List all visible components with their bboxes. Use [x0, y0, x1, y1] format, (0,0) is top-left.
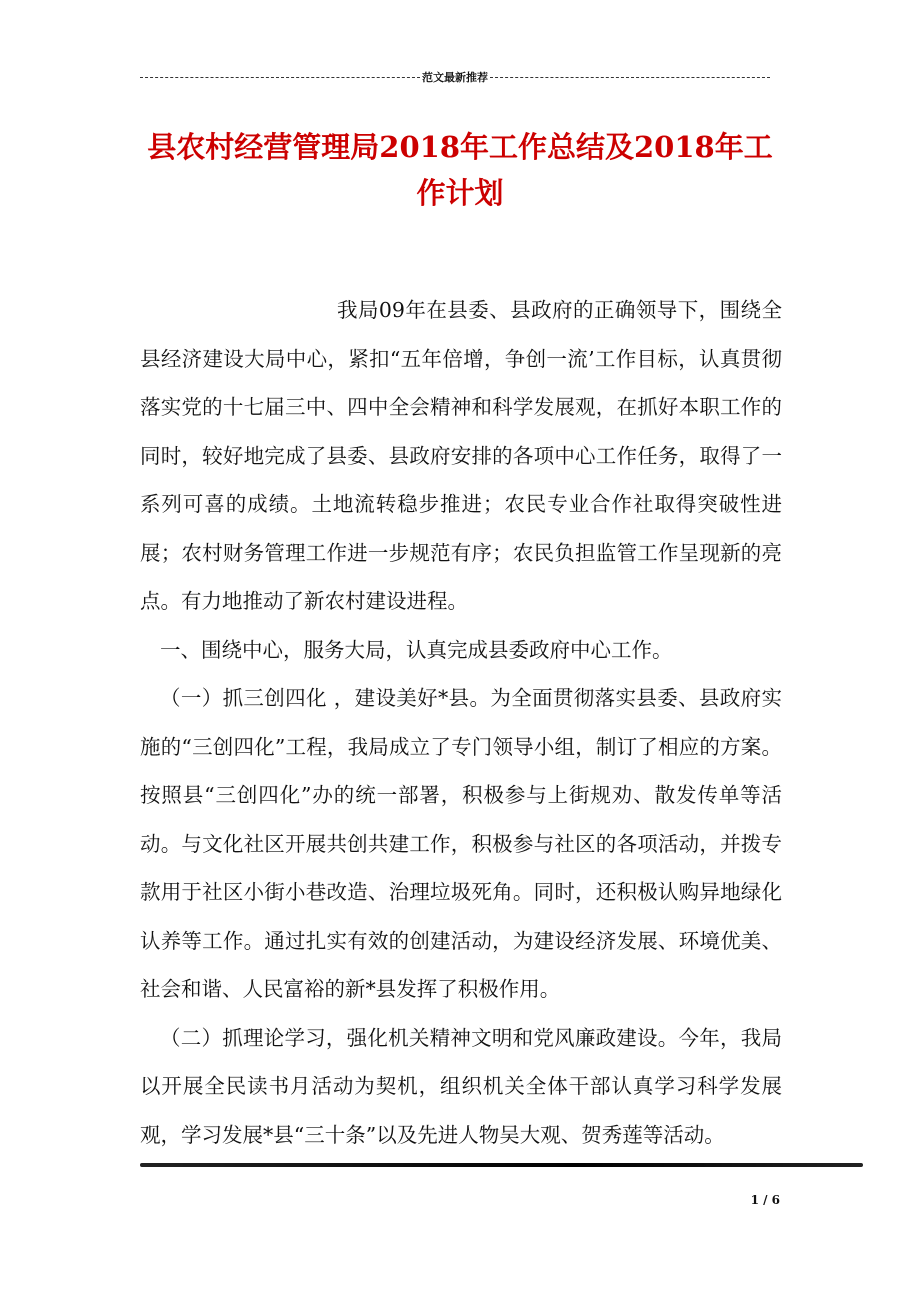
paragraph-subsection-1: （一）抓三创四化 ，建设美好*县。为全面贯彻落实县委、县政府实施的“三创四化”工程，我局成立了专门领导小组，制订了相应的方案。按照县“三创四化”办的统一部署，积极参与上街规劝、散发传单等活动。与文化社区开展共创共建工作，积极参与社区的各项活动，并拨专款用于社区小街小巷改造、治理垃圾死角。同时，还积极认购异地绿化认养等工作。通过扎实有效的创建活动，为建设经济发展、环境优美、社会和谐、人民富裕的新*县发挥了积极作用。: [140, 686, 782, 1001]
document-title: [140, 124, 780, 216]
title-line-2: 作计划: [416, 176, 504, 210]
section-heading-1: 一、围绕中心，服务大局，认真完成县委政府中心工作。: [160, 637, 673, 662]
page-number: 1 / 6: [750, 1193, 780, 1207]
title-line-1: 县农村经营管理局2018年工作总结及2018年工: [147, 130, 773, 164]
header-label: 范文最新推荐: [422, 71, 488, 84]
running-header: [140, 70, 770, 84]
paragraph-intro: 我局09年在县委、县政府的正确领导下，围绕全县经济建设大局中心，紧扣“五年倍增，争创一流’工作目标，认真贯彻落实党的十七届三中、四中全会精神和科学发展观，在抓好本职工作的同时，较好地完成了县委、县政府安排的各项中心工作任务，取得了一系列可喜的成绩。土地流转稳步推进；农民专业合作社取得突破性进展；农村财务管理工作进一步规范有序；农民负担监管工作呈现新的亮点。有力地推动了新农村建设进程。: [140, 298, 782, 613]
header-dash-left: [140, 77, 420, 78]
footer-rule: [140, 1163, 863, 1167]
paragraph-subsection-2: （二）抓理论学习，强化机关精神文明和党风廉政建设。今年，我局以开展全民读书月活动为契机，组织机关全体干部认真学习科学发展观，学习发展*县“三十条”以及先进人物吴大观、贺秀莲等活动。: [140, 1025, 782, 1147]
document-body: [140, 286, 782, 1159]
header-dash-right: [490, 77, 770, 78]
